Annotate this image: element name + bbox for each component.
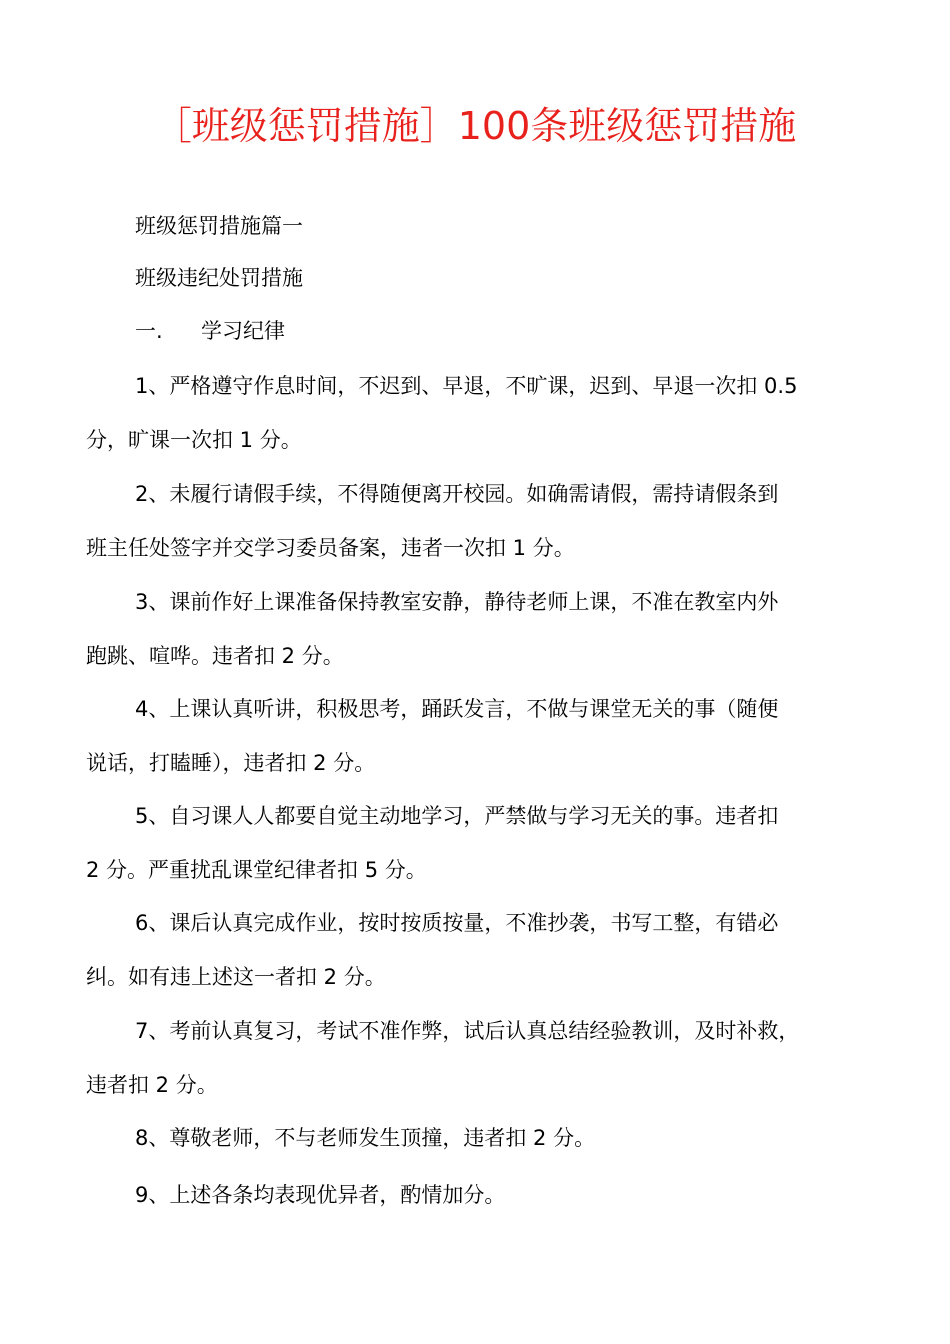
section-number: 一. [135,319,163,343]
rule-line: 违者扣 2 分。 [86,1073,218,1097]
rule-line: 9、上述各条均表现优异者，酌情加分。 [135,1183,506,1207]
section-heading [135,316,285,346]
rule-line: 5、自习课人人都要自觉主动地学习，严禁做与学习无关的事。违者扣 [135,804,779,828]
rule-line: 班主任处签字并交学习委员备案，违者一次扣 1 分。 [86,536,575,560]
rule-line: 2、未履行请假手续，不得随便离开校园。如确需请假，需持请假条到 [135,482,779,506]
section-label: 学习纪律 [201,319,285,343]
rule-line: 纠。如有违上述这一者扣 2 分。 [86,965,386,989]
rule-line: 2 分。严重扰乱课堂纪律者扣 5 分。 [86,858,427,882]
rule-line: 分，旷课一次扣 1 分。 [86,428,302,452]
rule-line: 说话，打瞌睡），违者扣 2 分。 [86,751,376,775]
subtitle-line: 班级惩罚措施篇一 [135,214,303,238]
rule-line: 4、上课认真听讲，积极思考，踊跃发言，不做与课堂无关的事（随便 [135,697,779,721]
rule-line: 3、课前作好上课准备保持教室安静，静待老师上课，不准在教室内外 [135,590,779,614]
rule-line: 8、尊敬老师，不与老师发生顶撞，违者扣 2 分。 [135,1126,596,1150]
rule-line: 跑跳、喧哗。违者扣 2 分。 [86,644,344,668]
subtitle-line: 班级违纪处罚措施 [135,266,303,290]
rule-line: 1、严格遵守作息时间，不迟到、早退，不旷课，迟到、早退一次扣 0.5 [135,374,798,398]
rule-line: 7、考前认真复习，考试不准作弊，试后认真总结经验教训，及时补救， [135,1019,800,1043]
document-title: ［班级惩罚措施］100条班级惩罚措施 [153,104,797,148]
rule-line: 6、课后认真完成作业，按时按质按量，不准抄袭，书写工整，有错必 [135,911,779,935]
